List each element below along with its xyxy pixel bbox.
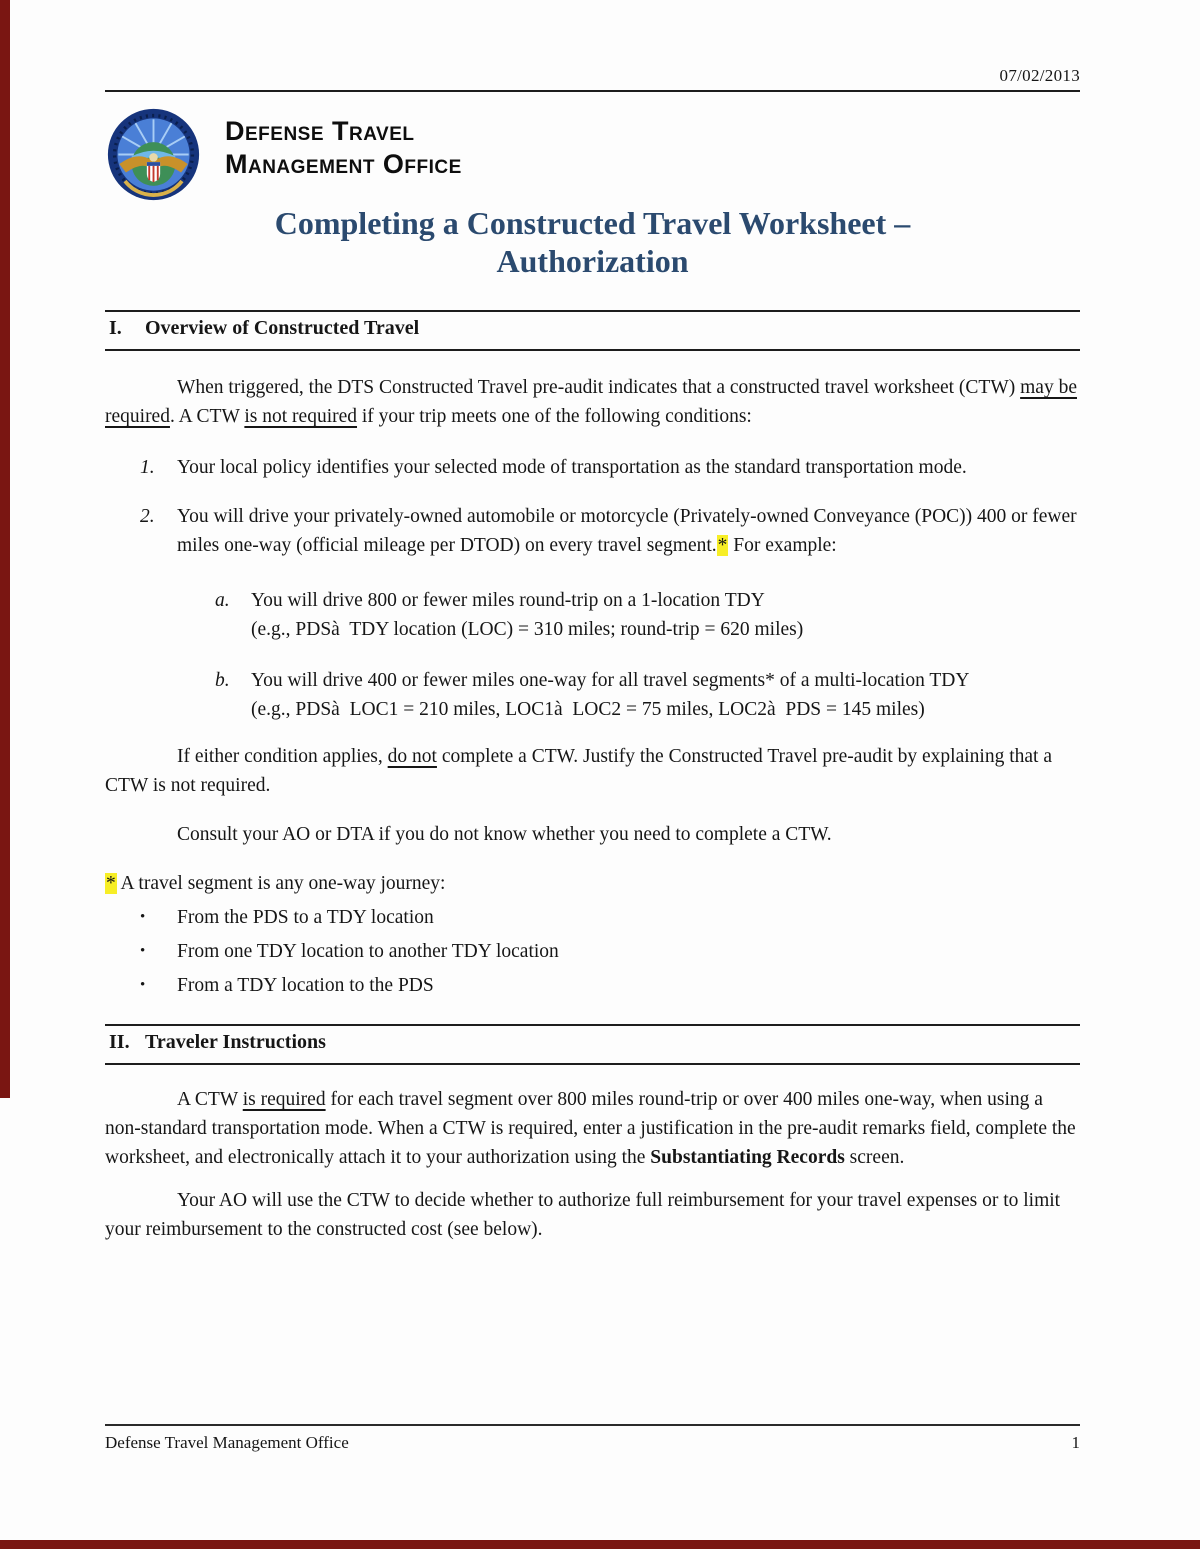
sub-item-a-line1: You will drive 800 or fewer miles round-trip on a 1-location TDY bbox=[251, 590, 765, 611]
document-date: 07/02/2013 bbox=[999, 66, 1080, 85]
section-title: Traveler Instructions bbox=[145, 1031, 326, 1053]
footnote-travel-segment: * A travel segment is any one-way journey: bbox=[106, 873, 446, 894]
section-number: I. bbox=[109, 317, 122, 339]
sub-item-b bbox=[105, 666, 1080, 724]
item-text: You will drive your privately-owned automobile or motorcycle (Privately-owned Conveyance (POC)) 400 or fewer miles one-way (official mileage per DTOD) on every travel segment.* For example: bbox=[177, 506, 1077, 556]
footer-page-number: 1 bbox=[1071, 1433, 1080, 1452]
item-number: 2. bbox=[140, 506, 155, 527]
item-text: Your local policy identifies your selected mode of transportation as the standard transportation mode. bbox=[177, 457, 967, 478]
org-name-line2: Management Office bbox=[225, 148, 462, 179]
sub-item-b-line2: (e.g., PDSà LOC1 = 210 miles, LOC1à LOC2 = 75 miles, LOC2à PDS = 145 miles) bbox=[251, 699, 925, 720]
section-number: II. bbox=[109, 1031, 130, 1053]
paragraph-intro: When triggered, the DTS Constructed Travel pre-audit indicates that a constructed travel worksheet (CTW) may be required. A CTW is not required if your trip meets one of the following conditions: bbox=[105, 377, 1077, 427]
paragraph-ao-decision: Your AO will use the CTW to decide whether to authorize full reimbursement for your travel expenses or to limit your reimbursement to the constructed cost (see below). bbox=[105, 1190, 1061, 1240]
header-rule bbox=[105, 90, 1080, 92]
footer-org: Defense Travel Management Office bbox=[105, 1433, 349, 1452]
item-number: 1. bbox=[140, 457, 155, 478]
bullet-text: From a TDY location to the PDS bbox=[177, 975, 434, 996]
sub-item-b-line1: You will drive 400 or fewer miles one-way for all travel segments* of a multi-location TDY bbox=[251, 670, 970, 691]
document-title bbox=[105, 204, 1080, 280]
bullet-icon: • bbox=[140, 909, 146, 925]
dtmo-seal-logo bbox=[105, 107, 202, 202]
viewer-edge-bottom bbox=[0, 1540, 1200, 1549]
bullet-item-2 bbox=[105, 937, 1080, 966]
sub-item-letter: b. bbox=[215, 670, 230, 691]
sub-item-a bbox=[105, 586, 1080, 644]
sub-item-text bbox=[251, 586, 803, 644]
document-title-line2: Authorization bbox=[496, 243, 689, 279]
bullet-item-1 bbox=[105, 903, 1080, 932]
numbered-item-2 bbox=[105, 502, 1080, 560]
org-name bbox=[225, 115, 462, 181]
document-title-line1: Completing a Constructed Travel Worksheet – bbox=[274, 205, 911, 241]
org-name-line1: Defense Travel bbox=[225, 116, 415, 146]
bullet-icon: • bbox=[140, 943, 146, 959]
bullet-text: From one TDY location to another TDY location bbox=[177, 941, 559, 962]
paragraph-consult: Consult your AO or DTA if you do not know whether you need to complete a CTW. bbox=[177, 824, 832, 845]
numbered-item-1 bbox=[105, 453, 1080, 482]
sub-item-a-line2: (e.g., PDSà TDY location (LOC) = 310 miles; round-trip = 620 miles) bbox=[251, 619, 804, 640]
seal-eagle-head bbox=[149, 153, 158, 162]
section-heading-traveler-instructions bbox=[105, 1024, 1080, 1065]
seal-shield-chief bbox=[147, 162, 160, 166]
bullet-icon: • bbox=[140, 977, 146, 993]
page-footer bbox=[105, 1424, 1080, 1453]
section-heading-overview bbox=[105, 310, 1080, 351]
paragraph-ctw-required: A CTW is required for each travel segment over 800 miles round-trip or over 400 miles one-way, when using a non-standard transportation mode. When a CTW is required, enter a justification in the pre-audit remarks field, complete the worksheet, and electronically attach it to your authorization using the Substantiating Records screen. bbox=[105, 1089, 1076, 1168]
bullet-text: From the PDS to a TDY location bbox=[177, 907, 434, 928]
paragraph-either-condition: If either condition applies, do not complete a CTW. Justify the Constructed Travel pre-audit by explaining that a CTW is not required. bbox=[105, 746, 1052, 796]
brand-header bbox=[105, 107, 1080, 202]
sub-item-letter: a. bbox=[215, 590, 230, 611]
bullet-item-3 bbox=[105, 971, 1080, 1000]
sub-item-text bbox=[251, 666, 969, 724]
section-title: Overview of Constructed Travel bbox=[145, 317, 420, 339]
